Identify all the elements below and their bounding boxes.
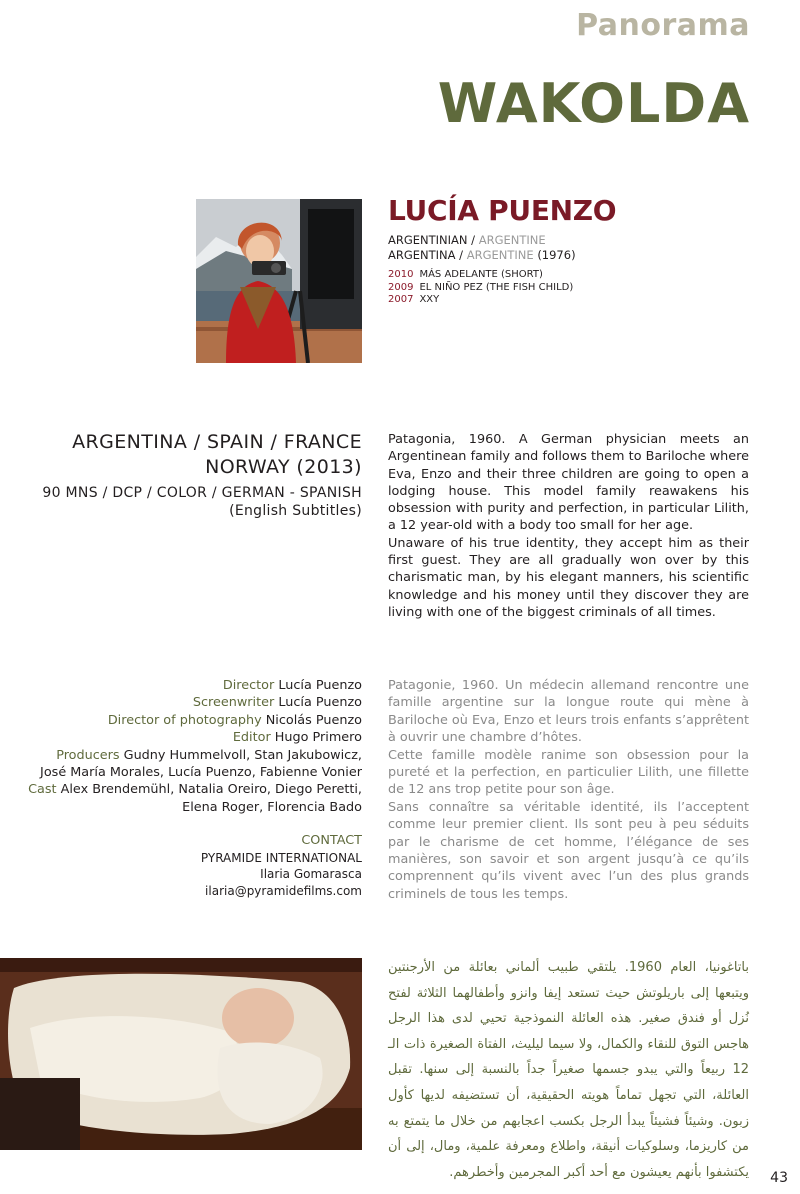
birthplace xyxy=(388,248,748,263)
production-countries xyxy=(22,430,362,480)
role-value: Nicolás Puenzo xyxy=(265,712,362,728)
credit-producers-cont: José María Morales, Lucía Puenzo, Fabienne Vonier xyxy=(40,765,362,781)
nationality-en: ARGENTINIAN xyxy=(388,233,468,247)
contact-person: Ilaria Gomarasca xyxy=(260,867,362,882)
countries-line-1: ARGENTINA / SPAIN / FRANCE xyxy=(72,431,362,453)
role-value: Hugo Primero xyxy=(274,730,362,746)
credit-editor xyxy=(0,729,362,746)
role-label: Director xyxy=(222,678,275,693)
credit-producers xyxy=(0,747,362,764)
synopsis-en-paragraph: Unaware of his true identity, they accept him as their first guest. They are all gradually won over by this charismatic man, by his elegant manners, his scientific knowledge and his money until they discover they are living with one of the biggest criminals of all times. xyxy=(388,535,749,620)
role-label: Director of photography xyxy=(107,712,262,728)
credit-cast-cont: Elena Roger, Florencia Bado xyxy=(182,799,362,815)
role-label: Producers xyxy=(56,747,120,763)
director-name: LUCÍA PUENZO xyxy=(388,194,617,227)
nationality xyxy=(388,233,748,248)
credits xyxy=(0,677,362,899)
filmography-item xyxy=(388,282,748,295)
synopsis-english xyxy=(388,431,749,621)
synopsis-fr-paragraph: Sans connaître sa véritable identité, ils l’acceptent comme leur premier client. Ils sont peu à peu séduits par le charisme de cet homme, l’élégance de ses manières, son savoir et son argent jusqu’à ce qu’ils comprennent qu’ils vivent avec l’un des plus grands criminels de tous les temps. xyxy=(388,799,749,902)
production-info xyxy=(22,430,362,520)
nationality-fr: ARGENTINE xyxy=(478,233,546,247)
birthplace-en: ARGENTINA xyxy=(388,248,456,262)
synopsis-arabic: باتاغونيا، العام 1960. يلتقي طبيب ألماني بعائلة من الأرجنتين ويتبعها إلى باريلوتش حيث تستعد إيفا وانزو وأطفالهما الثلاثة لفتح نُزل أو فندق صغير. هذه العائلة النموذجية تحيي لدى هذا الرجل هاجس التوق للنقاء والكمال، ولا سيما ليليث، الفتاة الصغيرة ذات الـ 12 ربيعاً والتي يبدو جسمها صغيراً جداً بالنسبة إلى سنها. تقبل العائلة، التي تجهل تماماً هويته الحقيقية، أن تستضيفه لديها كأول زبون. وشيئاً فشيئاً يبدأ الرجل بكسب اعجابهم من خلال ما يتمتع به من كاريزما، وسلوكيات أنيقة، واطلاع ومعرفة علمية، ومال، إلى أن يكتشفوا بأنهم يعيشون مع أحد أكبر المجرمين وأخطرهم. xyxy=(388,960,749,1180)
synopsis-french xyxy=(388,677,749,903)
tech-line-1: 90 MNS / DCP / COLOR / GERMAN - SPANISH xyxy=(42,485,362,501)
film-year: 2010 xyxy=(388,269,414,280)
film-year: 2007 xyxy=(388,294,414,305)
role-label: Cast xyxy=(28,782,57,798)
director-photo xyxy=(196,199,362,363)
tech-line-2: (English Subtitles) xyxy=(229,503,362,519)
film-title: XXY xyxy=(419,294,440,305)
film-title: MÁS ADELANTE (SHORT) xyxy=(419,269,543,280)
film-still xyxy=(0,958,362,1150)
separator: / xyxy=(467,233,479,247)
film-title: EL NIÑO PEZ (THE FISH CHILD) xyxy=(419,281,574,293)
birth-year: (1976) xyxy=(537,248,576,262)
film-year: 2009 xyxy=(388,281,414,293)
credit-dop xyxy=(0,712,362,729)
synopsis-fr-paragraph: Patagonie, 1960. Un médecin allemand rencontre une famille argentine sur la longue route qui mène à Bariloche où Eva, Enzo et leurs trois enfants s’apprêtent à ouvrir une chambre d’hôtes. xyxy=(388,678,749,746)
filmography-item xyxy=(388,269,748,282)
section-label: Panorama xyxy=(576,8,750,43)
role-value: Lucía Puenzo xyxy=(278,678,362,693)
credit-director xyxy=(0,677,362,694)
technical-specs xyxy=(22,484,362,520)
role-value: Alex Brendemühl, Natalia Oreiro, Diego Peretti, xyxy=(60,782,362,798)
countries-line-2: NORWAY (2013) xyxy=(205,456,362,478)
contact-email[interactable]: ilaria@pyramidefilms.com xyxy=(205,883,362,898)
role-label: Screenwriter xyxy=(192,695,275,711)
filmography xyxy=(388,269,748,307)
role-label: Editor xyxy=(232,730,271,746)
separator: / xyxy=(455,248,467,262)
contact-heading: CONTACT xyxy=(301,833,362,849)
director-block xyxy=(388,194,748,307)
synopsis-fr-paragraph: Cette famille modèle ranime son obsession pour la pureté et la perfection, en particulier Lilith, une fillette de 12 ans trop petite pour son âge. xyxy=(388,747,749,798)
role-value: Gudny Hummelvoll, Stan Jakubowicz, xyxy=(123,747,362,763)
role-value: Lucía Puenzo xyxy=(278,695,362,711)
credit-cast xyxy=(0,781,362,798)
synopsis-en-paragraph: Patagonia, 1960. A German physician meets an Argentinean family and follows them to Bariloche where Eva, Enzo and their three children are going to open a lodging house. This model family reawakens his obsession with purity and perfection, in particular Lilith, a 12 year-old with a body too small for her age. xyxy=(388,432,749,534)
film-title: WAKOLDA xyxy=(437,72,750,135)
contact-company: PYRAMIDE INTERNATIONAL xyxy=(200,850,362,865)
page-number: 43 xyxy=(770,1170,788,1186)
birthplace-fr: ARGENTINE xyxy=(466,248,534,262)
filmography-item xyxy=(388,294,748,307)
credit-screenwriter xyxy=(0,694,362,711)
